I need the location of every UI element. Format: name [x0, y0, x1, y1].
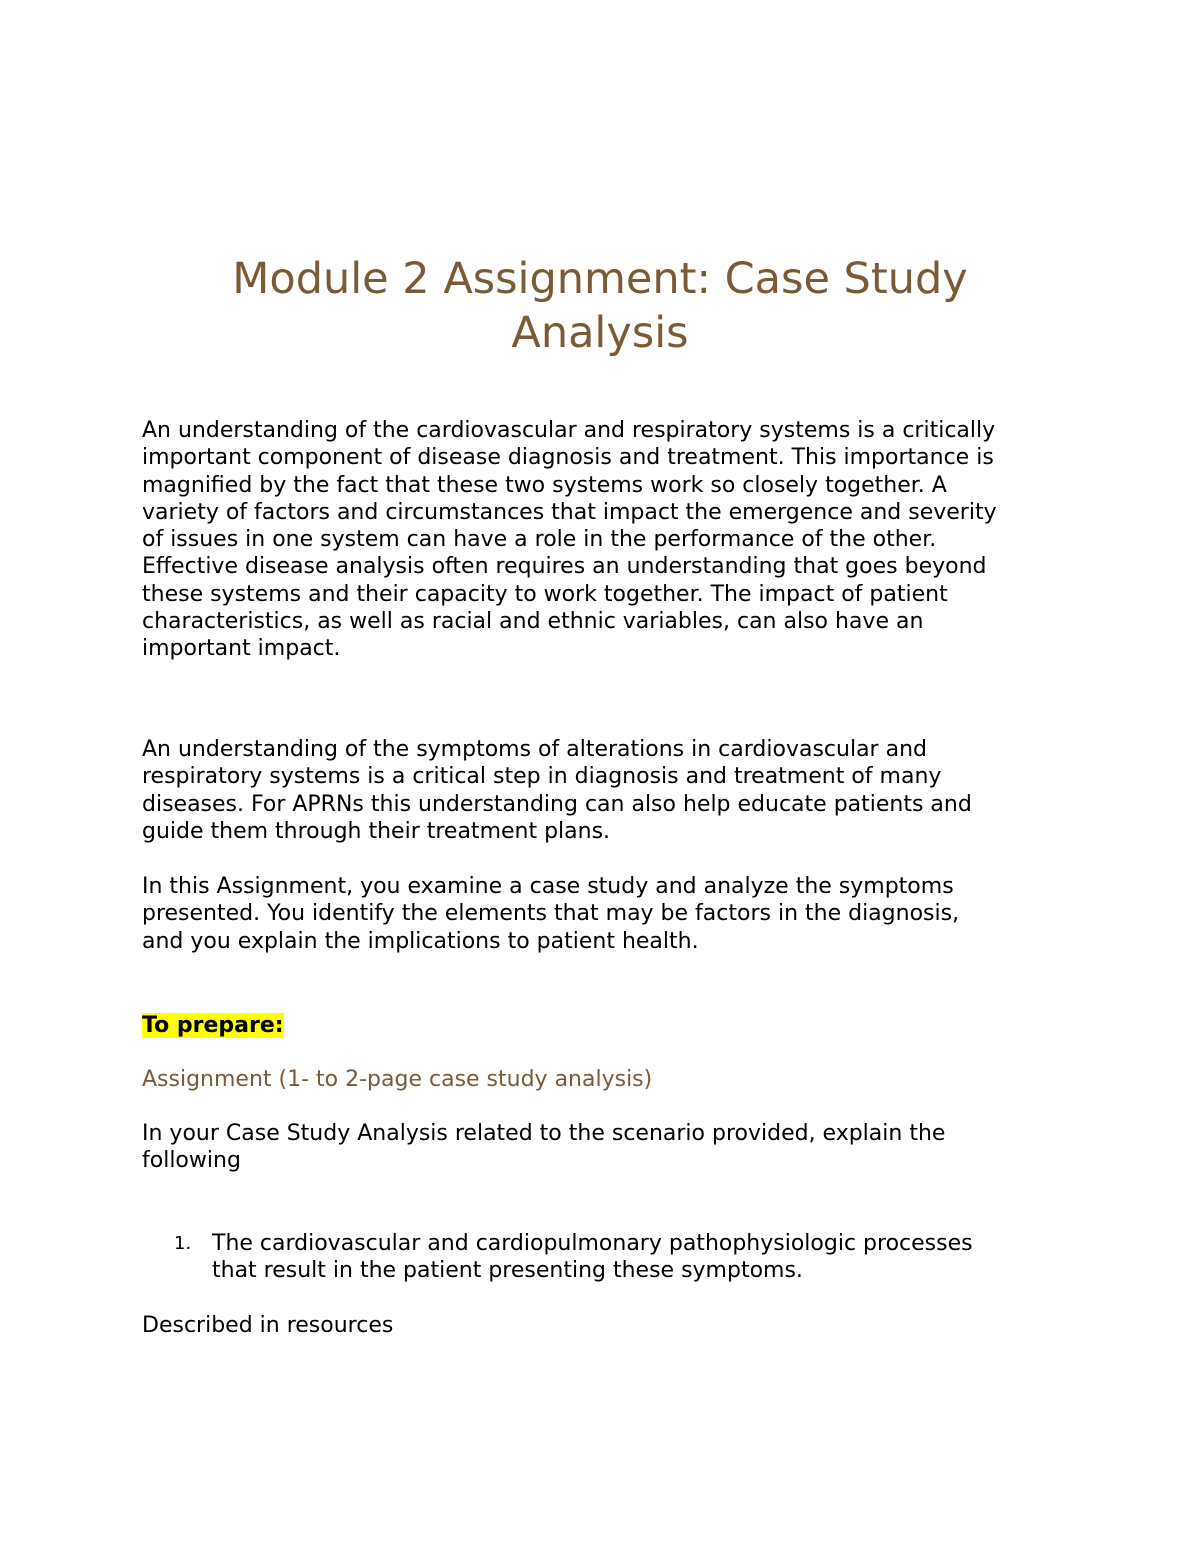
intro-paragraph: An understanding of the cardiovascular and respiratory systems is a critically important component of disease diagnosis and treatment. This importance is magnified by the fact that these two systems work so closely together. A variety of factors and circumstances that impact the emergence and severity of issues in one system can have a role in the performance of the other. Effective disease analysis often requires an understanding that goes beyond these systems and their capacity to work together. The impact of patient characteristics, as well as racial and ethnic variables, can also have an important impact. — [142, 418, 997, 662]
to-prepare-heading — [142, 1012, 284, 1039]
list-item-text: The cardiovascular and cardiopulmonary pathophysiologic processes that result in the patient presenting these symptoms. — [212, 1231, 973, 1284]
case-study-instructions-paragraph: In your Case Study Analysis related to the scenario provided, explain the following — [142, 1121, 946, 1174]
assignment-overview-paragraph: In this Assignment, you examine a case study and analyze the symptoms presented. You identify the elements that may be factors in the diagnosis, and you explain the implications to patient health. — [142, 874, 960, 954]
described-in-resources-paragraph: Described in resources — [142, 1313, 394, 1338]
document-title: Module 2 Assignment: Case Study Analysis — [232, 254, 968, 358]
assignment-heading: Assignment (1- to 2-page case study analysis) — [142, 1067, 653, 1092]
symptoms-paragraph: An understanding of the symptoms of alterations in cardiovascular and respiratory systems is a critical step in diagnosis and treatment of many diseases. For APRNs this understanding can also help educate patients and guide them through their treatment plans. — [142, 737, 972, 844]
to-prepare-label: To prepare: — [142, 1013, 284, 1038]
list-item-number: 1. — [174, 1233, 192, 1254]
